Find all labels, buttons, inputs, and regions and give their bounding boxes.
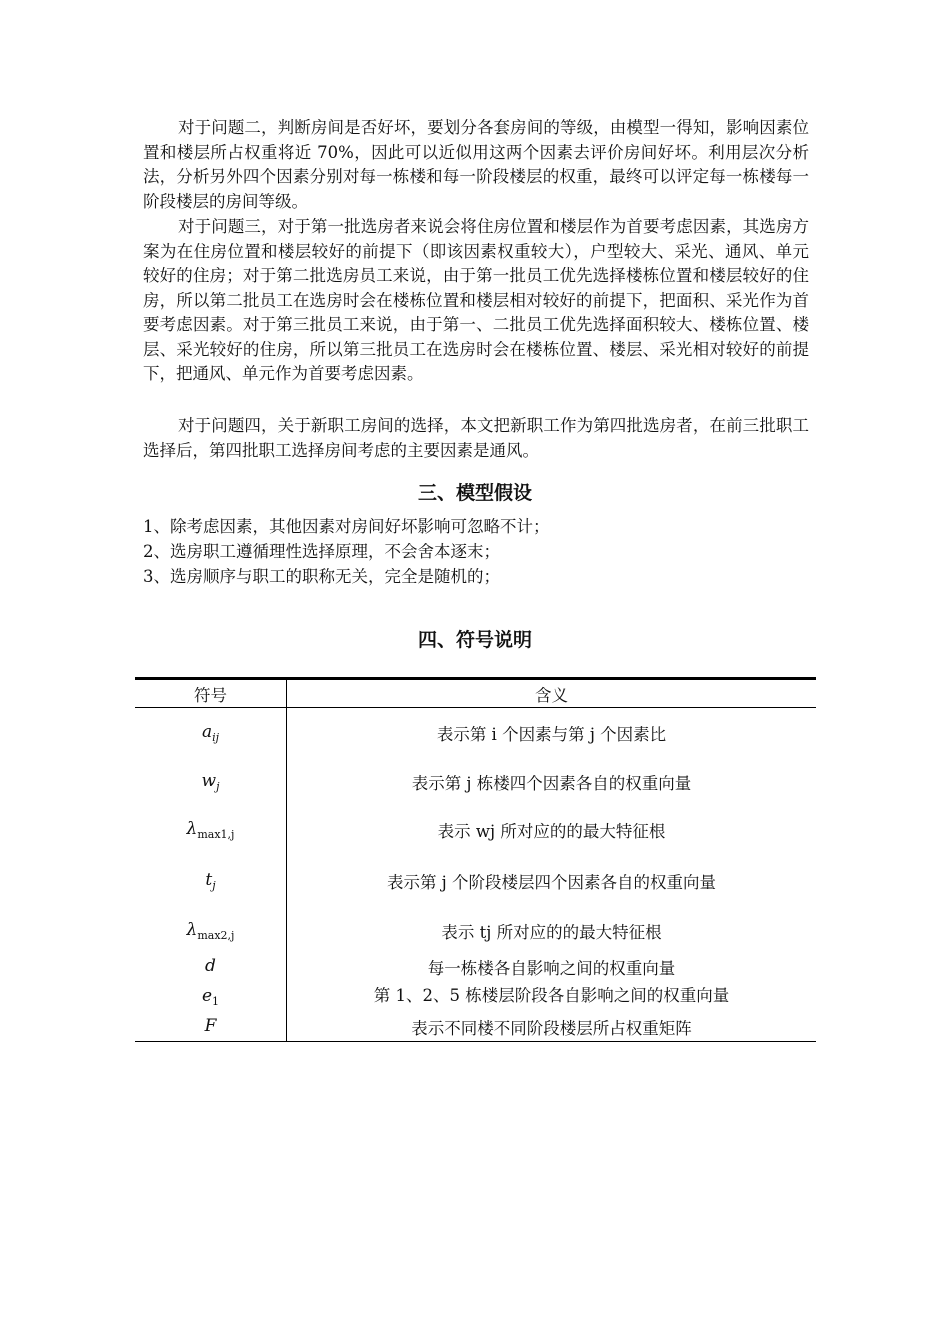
meaning-cell: 表示不同楼不同阶段楼层所占权重矩阵 xyxy=(411,1019,692,1039)
paragraph-problem-two: 对于问题二，判断房间是否好坏，要划分各套房间的等级，由模型一得知，影响因素位置和楼层所占权重将近 70%，因此可以近似用这两个因素去评价房间好坏。利用层次分析法，分析另外四个因素分别对每一栋楼和每一阶段楼层的权重，最终可以评定每一栋楼每一阶段楼层的房间等级。 xyxy=(143,118,809,211)
symbol-table-container xyxy=(135,677,816,1042)
symbol-table xyxy=(135,677,816,1042)
table-row xyxy=(135,806,816,854)
symbol-cell: $e_1$ xyxy=(135,980,287,1014)
meaning-cell: 第 1、2、5 栋楼层阶段各自影响之间的权重向量 xyxy=(373,985,730,1005)
table-row xyxy=(135,758,816,806)
meaning-cell: 表示第 j 栋楼四个因素各自的权重向量 xyxy=(411,773,692,793)
table-header-row xyxy=(135,679,816,708)
meaning-cell: 表示 wj 所对应的的最大特征根 xyxy=(437,821,666,841)
paragraph-problem-four: 对于问题四，关于新职工房间的选择，本文把新职工作为第四批选房者，在前三批职工选择后，第四批职工选择房间考虑的主要因素是通风。 xyxy=(143,416,809,460)
meaning-cell: 表示第 i 个因素与第 j 个因素比 xyxy=(436,724,667,744)
symbol-cell: $\lambda_{max2,j}$ xyxy=(135,908,287,954)
assumption-item: 3、选房顺序与职工的职称无关，完全是随机的； xyxy=(143,567,500,586)
meaning-cell: 表示第 j 个阶段楼层四个因素各自的权重向量 xyxy=(386,872,717,892)
symbol-cell: F xyxy=(135,1014,287,1042)
assumption-item: 2、选房职工遵循理性选择原理，不会舍本逐末； xyxy=(143,542,500,561)
table-row xyxy=(135,954,816,980)
assumption-list xyxy=(143,514,550,589)
meaning-cell: 表示 tj 所对应的的最大特征根 xyxy=(441,922,662,942)
symbol-cell: $\lambda_{max1,j}$ xyxy=(135,806,287,854)
symbol-cell: $a_{ij}$ xyxy=(135,708,287,758)
section-title-symbols: 四、符号说明 xyxy=(417,629,532,651)
table-row xyxy=(135,708,816,758)
meaning-cell: 每一栋楼各自影响之间的权重向量 xyxy=(427,958,676,978)
symbol-cell: $t_j$ xyxy=(135,854,287,908)
assumption-item: 1、除考虑因素，其他因素对房间好坏影响可忽略不计； xyxy=(143,517,550,536)
table-row xyxy=(135,980,816,1014)
paragraph-problem-three: 对于问题三，对于第一批选房者来说会将住房位置和楼层作为首要考虑因素，其选房方案为在住房位置和楼层较好的前提下（即该因素权重较大），户型较大、采光、通风、单元较好的住房；对于第二批选房员工来说，由于第一批员工优先选择楼栋位置和楼层较好的住房，所以第二批员工在选房时会在楼栋位置和楼层相对较好的前提下，把面积、采光作为首要考虑因素。对于第三批员工来说，由于第一、二批员工优先选择面积较大、楼栋位置、楼层、采光较好的住房，所以第三批员工在选房时会在楼栋位置、楼层、采光相对较好的前提下，把通风、单元作为首要考虑因素。 xyxy=(143,217,809,383)
table-row xyxy=(135,854,816,908)
symbol-cell: d xyxy=(135,954,287,980)
symbol-cell: $w_j$ xyxy=(135,758,287,806)
table-row xyxy=(135,1014,816,1042)
table-row xyxy=(135,908,816,954)
header-meaning: 含义 xyxy=(535,685,568,705)
section-title-assumptions: 三、模型假设 xyxy=(417,482,532,504)
header-symbol: 符号 xyxy=(135,679,287,708)
